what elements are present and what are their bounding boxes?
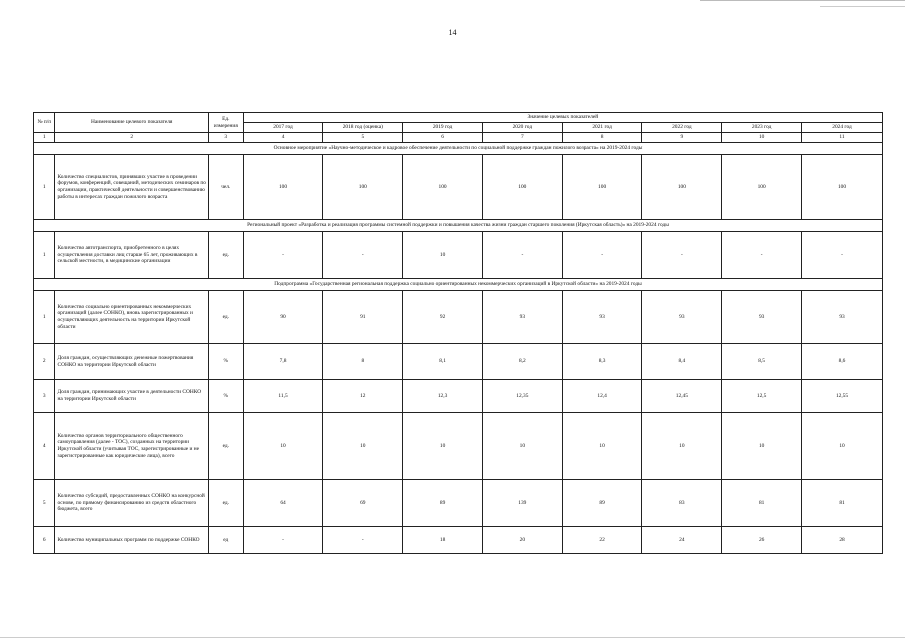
indicator-value: - xyxy=(722,232,802,279)
indicator-value: 83 xyxy=(642,480,722,527)
indicator-value: 64 xyxy=(243,480,323,527)
row-number: 1 xyxy=(34,155,55,220)
section-row xyxy=(34,143,883,155)
indicator-value: 100 xyxy=(482,155,562,220)
header-year: 2019 год xyxy=(403,123,483,133)
indicator-value: 8,4 xyxy=(642,344,722,380)
row-number: 2 xyxy=(34,344,55,380)
indicator-value: 89 xyxy=(403,480,483,527)
indicator-value: 69 xyxy=(323,480,403,527)
row-number: 1 xyxy=(34,291,55,344)
indicator-value: 8,1 xyxy=(403,344,483,380)
indicator-unit: % xyxy=(208,344,243,380)
indicator-value: 92 xyxy=(403,291,483,344)
indicator-unit: ед. xyxy=(208,291,243,344)
indicator-value: 100 xyxy=(562,155,642,220)
indicator-value: - xyxy=(802,232,883,279)
column-number: 11 xyxy=(802,133,883,143)
table-row xyxy=(34,413,883,480)
indicator-value: 100 xyxy=(722,155,802,220)
indicator-value: 139 xyxy=(482,480,562,527)
column-number: 10 xyxy=(722,133,802,143)
indicator-value: 12,45 xyxy=(642,380,722,413)
indicator-value: 93 xyxy=(722,291,802,344)
indicator-value: 93 xyxy=(482,291,562,344)
indicator-unit: ед. xyxy=(208,413,243,480)
column-number: 6 xyxy=(403,133,483,143)
indicator-name: Количество автотранспорта, приобретенного в целях осуществления доставки лиц старше 65 лет, проживающих в сельской местности, в медицинские организации xyxy=(55,232,208,279)
indicator-value: 100 xyxy=(642,155,722,220)
indicator-value: 12,55 xyxy=(802,380,883,413)
row-number: 3 xyxy=(34,380,55,413)
header-year: 2017 год xyxy=(243,123,323,133)
table-row xyxy=(34,155,883,220)
header-year: 2021 год xyxy=(562,123,642,133)
indicator-value: 7,8 xyxy=(243,344,323,380)
indicator-value: 10 xyxy=(403,232,483,279)
indicator-name: Количество муниципальных программ по поддержке СОНКО xyxy=(55,527,208,554)
table-row xyxy=(34,232,883,279)
header-name: Наименование целевого показателя xyxy=(55,113,208,133)
indicator-value: 81 xyxy=(722,480,802,527)
indicator-value: 10 xyxy=(562,413,642,480)
indicator-value: 22 xyxy=(562,527,642,554)
indicator-value: 10 xyxy=(482,413,562,480)
indicator-value: 24 xyxy=(642,527,722,554)
indicator-value: 93 xyxy=(642,291,722,344)
indicator-value: 12 xyxy=(323,380,403,413)
header-values-title: Значение целевых показателей xyxy=(243,113,882,123)
indicator-value: - xyxy=(323,232,403,279)
row-number: 1 xyxy=(34,232,55,279)
row-number: 5 xyxy=(34,480,55,527)
indicator-value: - xyxy=(482,232,562,279)
table-row xyxy=(34,527,883,554)
indicator-value: 8,5 xyxy=(722,344,802,380)
indicator-value: 8,6 xyxy=(802,344,883,380)
indicator-value: 93 xyxy=(802,291,883,344)
indicator-value: 100 xyxy=(323,155,403,220)
indicator-value: 18 xyxy=(403,527,483,554)
indicator-value: 28 xyxy=(802,527,883,554)
indicator-value: 12,5 xyxy=(722,380,802,413)
column-number: 2 xyxy=(55,133,208,143)
indicator-value: 8,3 xyxy=(562,344,642,380)
row-number: 4 xyxy=(34,413,55,480)
indicator-name: Доля граждан, принимающих участие в деятельности СОНКО на территории Иркутской области xyxy=(55,380,208,413)
header-row xyxy=(34,113,883,123)
section-title: Подпрограмма «Государственная региональная поддержка социально ориентированных некоммерческих организаций в Иркутской области» на 2019-2024 годы xyxy=(34,279,883,291)
column-number: 7 xyxy=(482,133,562,143)
scan-edge-line xyxy=(700,0,905,1)
indicator-value: 10 xyxy=(323,413,403,480)
column-number: 1 xyxy=(34,133,55,143)
indicator-value: 81 xyxy=(802,480,883,527)
column-number: 8 xyxy=(562,133,642,143)
indicator-value: 11,5 xyxy=(243,380,323,413)
indicator-value: 12,35 xyxy=(482,380,562,413)
indicator-unit: ед xyxy=(208,527,243,554)
column-numbers-row xyxy=(34,133,883,143)
indicator-unit: % xyxy=(208,380,243,413)
indicator-value: 100 xyxy=(403,155,483,220)
column-number: 9 xyxy=(642,133,722,143)
indicator-value: 100 xyxy=(802,155,883,220)
indicator-value: 10 xyxy=(722,413,802,480)
indicator-name: Количество субсидий, предоставленных СОНКО на конкурсной основе, по прямому финансированию из средств областного бюджета, всего xyxy=(55,480,208,527)
table-row xyxy=(34,380,883,413)
indicator-value: 91 xyxy=(323,291,403,344)
header-unit: Ед. измерения xyxy=(208,113,243,133)
indicator-value: 26 xyxy=(722,527,802,554)
indicator-unit: ед. xyxy=(208,480,243,527)
section-title: Региональный проект «Разработка и реализация программы системной поддержки и повышения качества жизни граждан старшего поколения (Иркутская область)» на 2019-2024 годы xyxy=(34,220,883,232)
column-number: 5 xyxy=(323,133,403,143)
indicator-value: 8,2 xyxy=(482,344,562,380)
section-row xyxy=(34,279,883,291)
indicator-unit: ед. xyxy=(208,232,243,279)
indicator-value: - xyxy=(243,232,323,279)
indicator-name: Количество социально ориентированных некоммерческих организаций (далее СОНКО), вновь зарегистрированных и осуществляющих деятельность на территории Иркутской области xyxy=(55,291,208,344)
scan-edge-line xyxy=(820,6,905,7)
indicator-value: 10 xyxy=(802,413,883,480)
indicator-value: 12,4 xyxy=(562,380,642,413)
column-number: 4 xyxy=(243,133,323,143)
indicator-value: 8 xyxy=(323,344,403,380)
indicator-name: Количество органов территориального общественного самоуправления (далее - ТОС), созданных на территории Иркутской области (учитывая ТОС, зарегистрированные и не зарегистрированные как юридические лица), всего xyxy=(55,413,208,480)
scan-edge-line xyxy=(0,637,905,638)
header-year: 2023 год xyxy=(722,123,802,133)
header-year: 2024 год xyxy=(802,123,883,133)
column-number: 3 xyxy=(208,133,243,143)
indicators-table xyxy=(33,112,883,554)
indicator-value: 89 xyxy=(562,480,642,527)
row-number: 6 xyxy=(34,527,55,554)
header-year: 2022 год xyxy=(642,123,722,133)
table-row xyxy=(34,480,883,527)
indicator-value: 100 xyxy=(243,155,323,220)
indicator-value: 90 xyxy=(243,291,323,344)
indicator-value: 20 xyxy=(482,527,562,554)
indicator-value: 10 xyxy=(642,413,722,480)
indicator-value: - xyxy=(562,232,642,279)
indicator-value: - xyxy=(243,527,323,554)
indicator-value: 93 xyxy=(562,291,642,344)
indicator-name: Доля граждан, осуществляющих денежные пожертвования СОНКО на территории Иркутской области xyxy=(55,344,208,380)
table-row xyxy=(34,344,883,380)
indicator-value: 10 xyxy=(243,413,323,480)
table-row xyxy=(34,291,883,344)
indicator-name: Количество специалистов, принявших участие в проведении форумов, конференций, совещаний, методических семинаров по организации, практической деятельности и совершенствованию работы в интересах граждан пожилого возраста xyxy=(55,155,208,220)
header-num: № п/п xyxy=(34,113,55,133)
header-year: 2020 год xyxy=(482,123,562,133)
indicator-value: - xyxy=(323,527,403,554)
section-row xyxy=(34,220,883,232)
indicator-value: - xyxy=(642,232,722,279)
indicator-value: 12,3 xyxy=(403,380,483,413)
section-title: Основное мероприятие «Научно-методическое и кадровое обеспечение деятельности по социальной поддержке граждан пожилого возраста» на 2019-2024 годы xyxy=(34,143,883,155)
indicator-unit: чел. xyxy=(208,155,243,220)
page-number: 14 xyxy=(448,28,457,37)
indicator-value: 10 xyxy=(403,413,483,480)
header-year: 2018 год (оценка) xyxy=(323,123,403,133)
